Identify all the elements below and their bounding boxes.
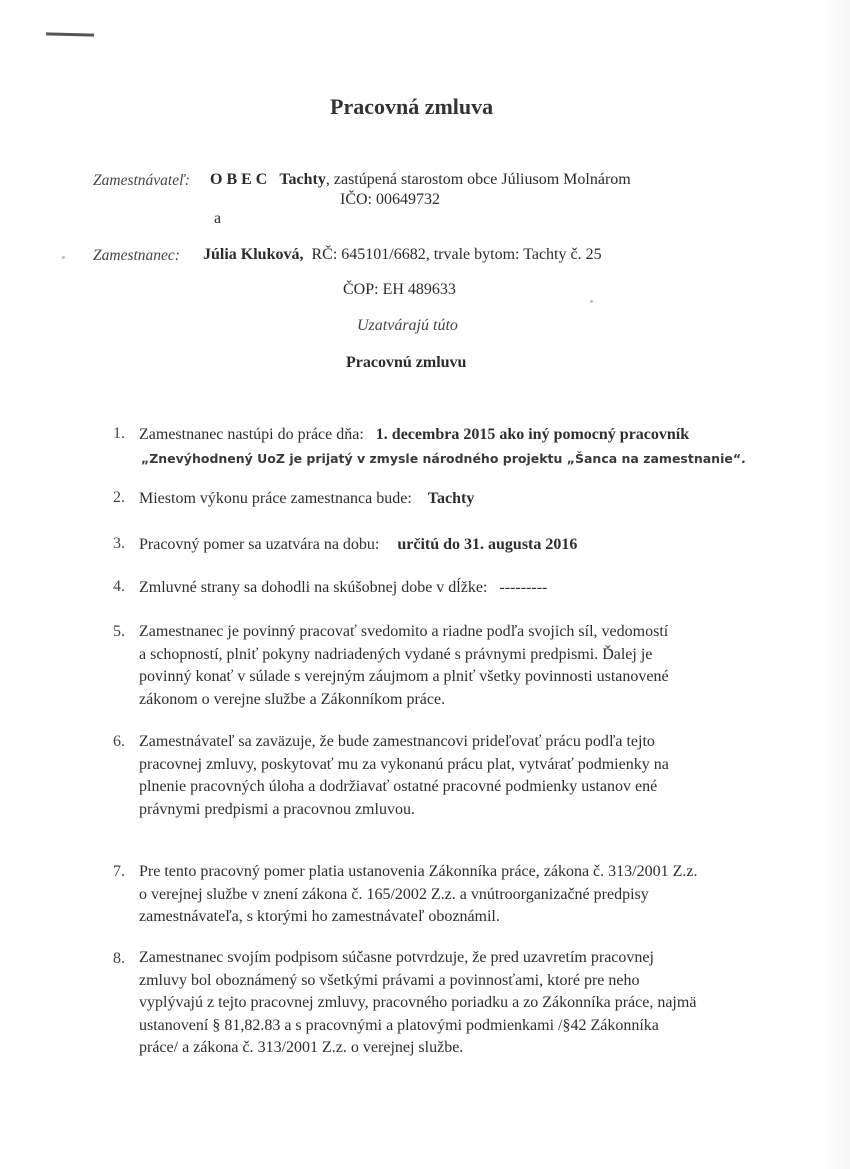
clause-line: povinný konať v súlade s verejným záujmom a plniť všetky povinnosti ustanovené <box>139 668 669 685</box>
employee-line <box>203 246 602 264</box>
clause-line: zmluvy bol oboznámený so všetkými právami a povinnosťami, ktoré pre neho <box>139 971 640 989</box>
clause-text: Zmluvné strany sa dohodli na skúšobnej dobe v dĺžke: <box>139 579 488 596</box>
item-number: 1. <box>113 425 125 442</box>
contract-subtitle: Pracovnú zmluvu <box>346 354 467 371</box>
clause-text: Pracovný pomer sa uzatvára na dobu: <box>139 536 380 553</box>
employer-name: Tachty <box>279 171 326 188</box>
clause-2 <box>139 488 474 511</box>
contract-duration: určitú do 31. augusta 2016 <box>397 536 578 553</box>
clause-line: a schopností, plniť pokyny nadriadených vydané s právnymi predpismi. Ďalej je <box>139 645 653 663</box>
clause-line: Pre tento pracovný pomer platia ustanovenia Zákonníka práce, zákona č. 313/2001 Z.z. <box>139 863 698 880</box>
clause-4 <box>139 577 547 600</box>
item-number: 6. <box>113 733 125 750</box>
project-note: „Znevýhodnený UoZ je prijatý v zmysle národného projektu „Šanca na zamestnanie“. <box>141 450 746 466</box>
clause-7 <box>139 861 697 929</box>
clause-line: ustanovení § 81,82.83 a s pracovnými a platovými podmienkami /§42 Zákonníka <box>139 1016 659 1034</box>
clause-1 <box>139 424 746 469</box>
scan-mark <box>46 32 94 36</box>
employee-label: Zamestnanec: <box>93 247 180 264</box>
clause-line: Zamestnávateľ sa zaväzuje, že bude zamestnancovi prideľovať prácu podľa tejto <box>139 733 655 750</box>
item-number: 5. <box>113 623 125 640</box>
clause-line: zamestnávateľa, s ktorými ho zamestnávateľ oboznámil. <box>139 908 500 925</box>
workplace: Tachty <box>427 490 475 507</box>
clause-8 <box>139 947 696 1060</box>
clause-line: pracovnej zmluvy, poskytovať mu za vykonanú prácu plat, vytvárať podmienky na <box>139 755 669 773</box>
connector-text: a <box>214 210 222 227</box>
item-number: 2. <box>113 489 125 506</box>
clause-text: Zamestnanec nastúpi do práce dňa: <box>139 426 364 443</box>
scan-speck <box>62 256 65 259</box>
clause-5 <box>139 621 669 711</box>
employer-ico: IČO: 00649732 <box>340 191 440 208</box>
clause-line: o verejnej službe v znení zákona č. 165/2002 Z.z. a vnútroorganizačné predpisy <box>139 885 649 903</box>
clause-6 <box>139 731 669 821</box>
clause-line: práce/ a zákona č. 313/2001 Z.z. o verejnej službe. <box>139 1039 464 1056</box>
start-date-position: 1. decembra 2015 ako iný pomocný pracovník <box>375 426 690 443</box>
clause-3 <box>139 534 577 557</box>
employer-line <box>210 171 631 189</box>
scan-edge-shadow <box>822 0 850 1169</box>
employer-description: , zastúpená starostom obce Júliusom Molnárom <box>325 171 631 188</box>
scan-speck <box>590 300 593 303</box>
clause-line: Zamestnanec je povinný pracovať svedomito a riadne podľa svojich síl, vedomostí <box>139 623 669 640</box>
clause-line: zákonom o verejne službe a Zákonníkom práce. <box>139 690 446 708</box>
clause-line: Zamestnanec svojím podpisom súčasne potvrdzuje, že pred uzavretím pracovnej <box>139 949 654 966</box>
item-number: 7. <box>113 863 125 880</box>
conclude-text: Uzatvárajú túto <box>357 317 458 334</box>
employer-label: Zamestnávateľ: <box>93 172 190 189</box>
employee-cop: ČOP: EH 489633 <box>343 281 456 298</box>
item-number: 3. <box>113 535 125 552</box>
probation-period: --------- <box>499 579 548 596</box>
item-number: 8. <box>113 950 125 967</box>
employee-details: RČ: 645101/6682, trvale bytom: Tachty č. 25 <box>311 246 602 263</box>
employee-name: Júlia Kluková, <box>203 246 304 263</box>
clause-text: Miestom výkonu práce zamestnanca bude: <box>139 490 412 507</box>
clause-line: vyplývajú z tejto pracovnej zmluvy, pracovného poriadku a zo Zákonníka práce, najmä <box>139 994 697 1011</box>
clause-line: právnymi predpismi a pracovnou zmluvou. <box>139 800 415 818</box>
employer-name-prefix: O B E C <box>210 171 268 188</box>
item-number: 4. <box>113 578 125 595</box>
clause-line: plnenie pracovných úloha a dodržiavať ostatné pracovné podmienky ustanov ené <box>139 778 658 795</box>
document-title: Pracovná zmluva <box>330 94 494 119</box>
